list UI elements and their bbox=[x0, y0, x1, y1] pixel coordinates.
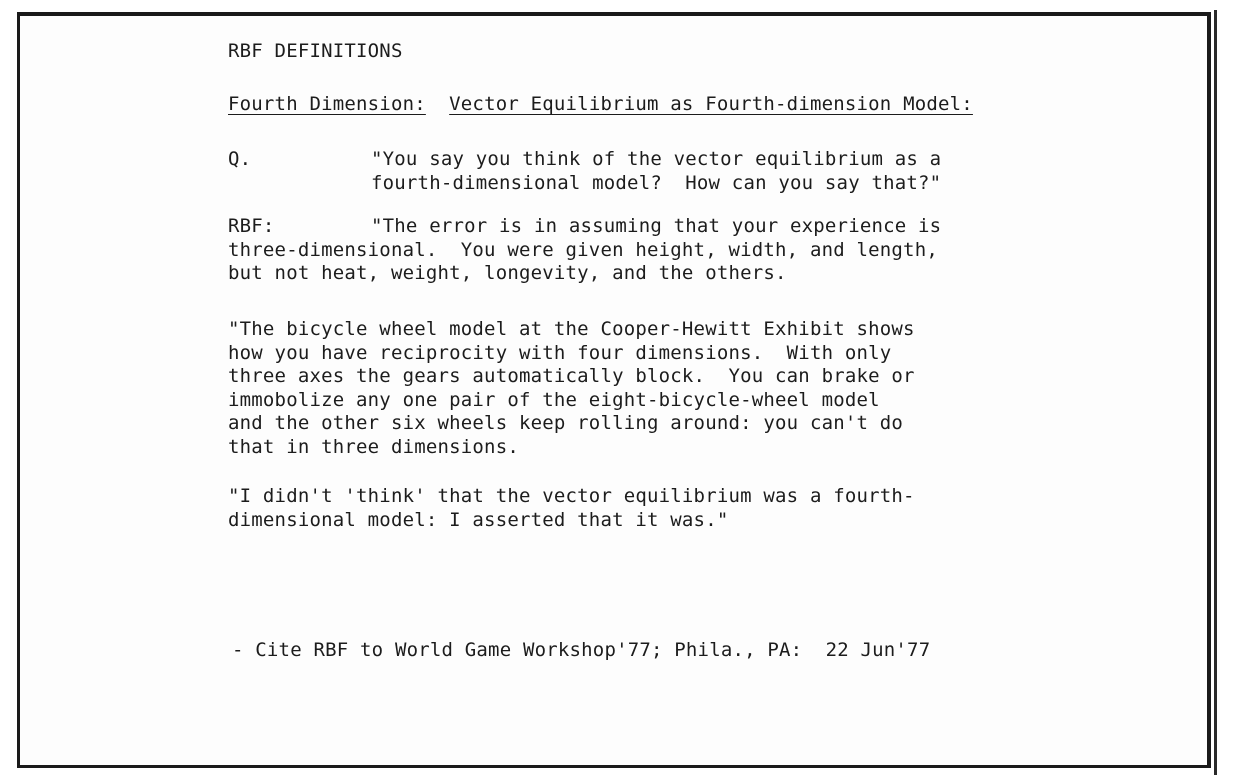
subject-subheading: Vector Equilibrium as Fourth-dimension Model: bbox=[449, 93, 973, 115]
answer-line: "The error is in assuming that your experience is bbox=[371, 215, 942, 237]
paragraph-line: that in three dimensions. bbox=[228, 435, 519, 458]
answer-tag: RBF: bbox=[228, 215, 275, 237]
paragraph-line: dimensional model: I asserted that it was." bbox=[228, 508, 729, 531]
paragraph-line: immobolize any one pair of the eight-bicycle-wheel model bbox=[228, 388, 880, 411]
paragraph-line: and the other six wheels keep rolling around: you can't do bbox=[228, 412, 904, 434]
paragraph-line: how you have reciprocity with four dimensions. With only bbox=[228, 341, 892, 364]
paragraph-line: "The bicycle wheel model at the Cooper-Hewitt Exhibit shows bbox=[228, 318, 915, 340]
citation: - Cite RBF to World Game Workshop'77; Phila., PA: 22 Jun'77 bbox=[232, 639, 931, 661]
document-title: RBF DEFINITIONS bbox=[228, 40, 403, 62]
subject-line bbox=[228, 93, 973, 117]
answer-line: three-dimensional. You were given height, width, and length, bbox=[228, 238, 938, 261]
subject-heading: Fourth Dimension: bbox=[228, 93, 426, 115]
question-line: "You say you think of the vector equilibrium as a bbox=[371, 148, 942, 170]
page-edge bbox=[1214, 10, 1217, 775]
paragraph-line: "I didn't 'think' that the vector equilibrium was a fourth- bbox=[228, 485, 915, 507]
answer-line: but not heat, weight, longevity, and the others. bbox=[228, 262, 787, 284]
question-tag: Q. bbox=[228, 148, 252, 170]
paragraph-line: three axes the gears automatically block. You can brake or bbox=[228, 365, 915, 387]
question-line: fourth-dimensional model? How can you say that?" bbox=[371, 171, 942, 194]
